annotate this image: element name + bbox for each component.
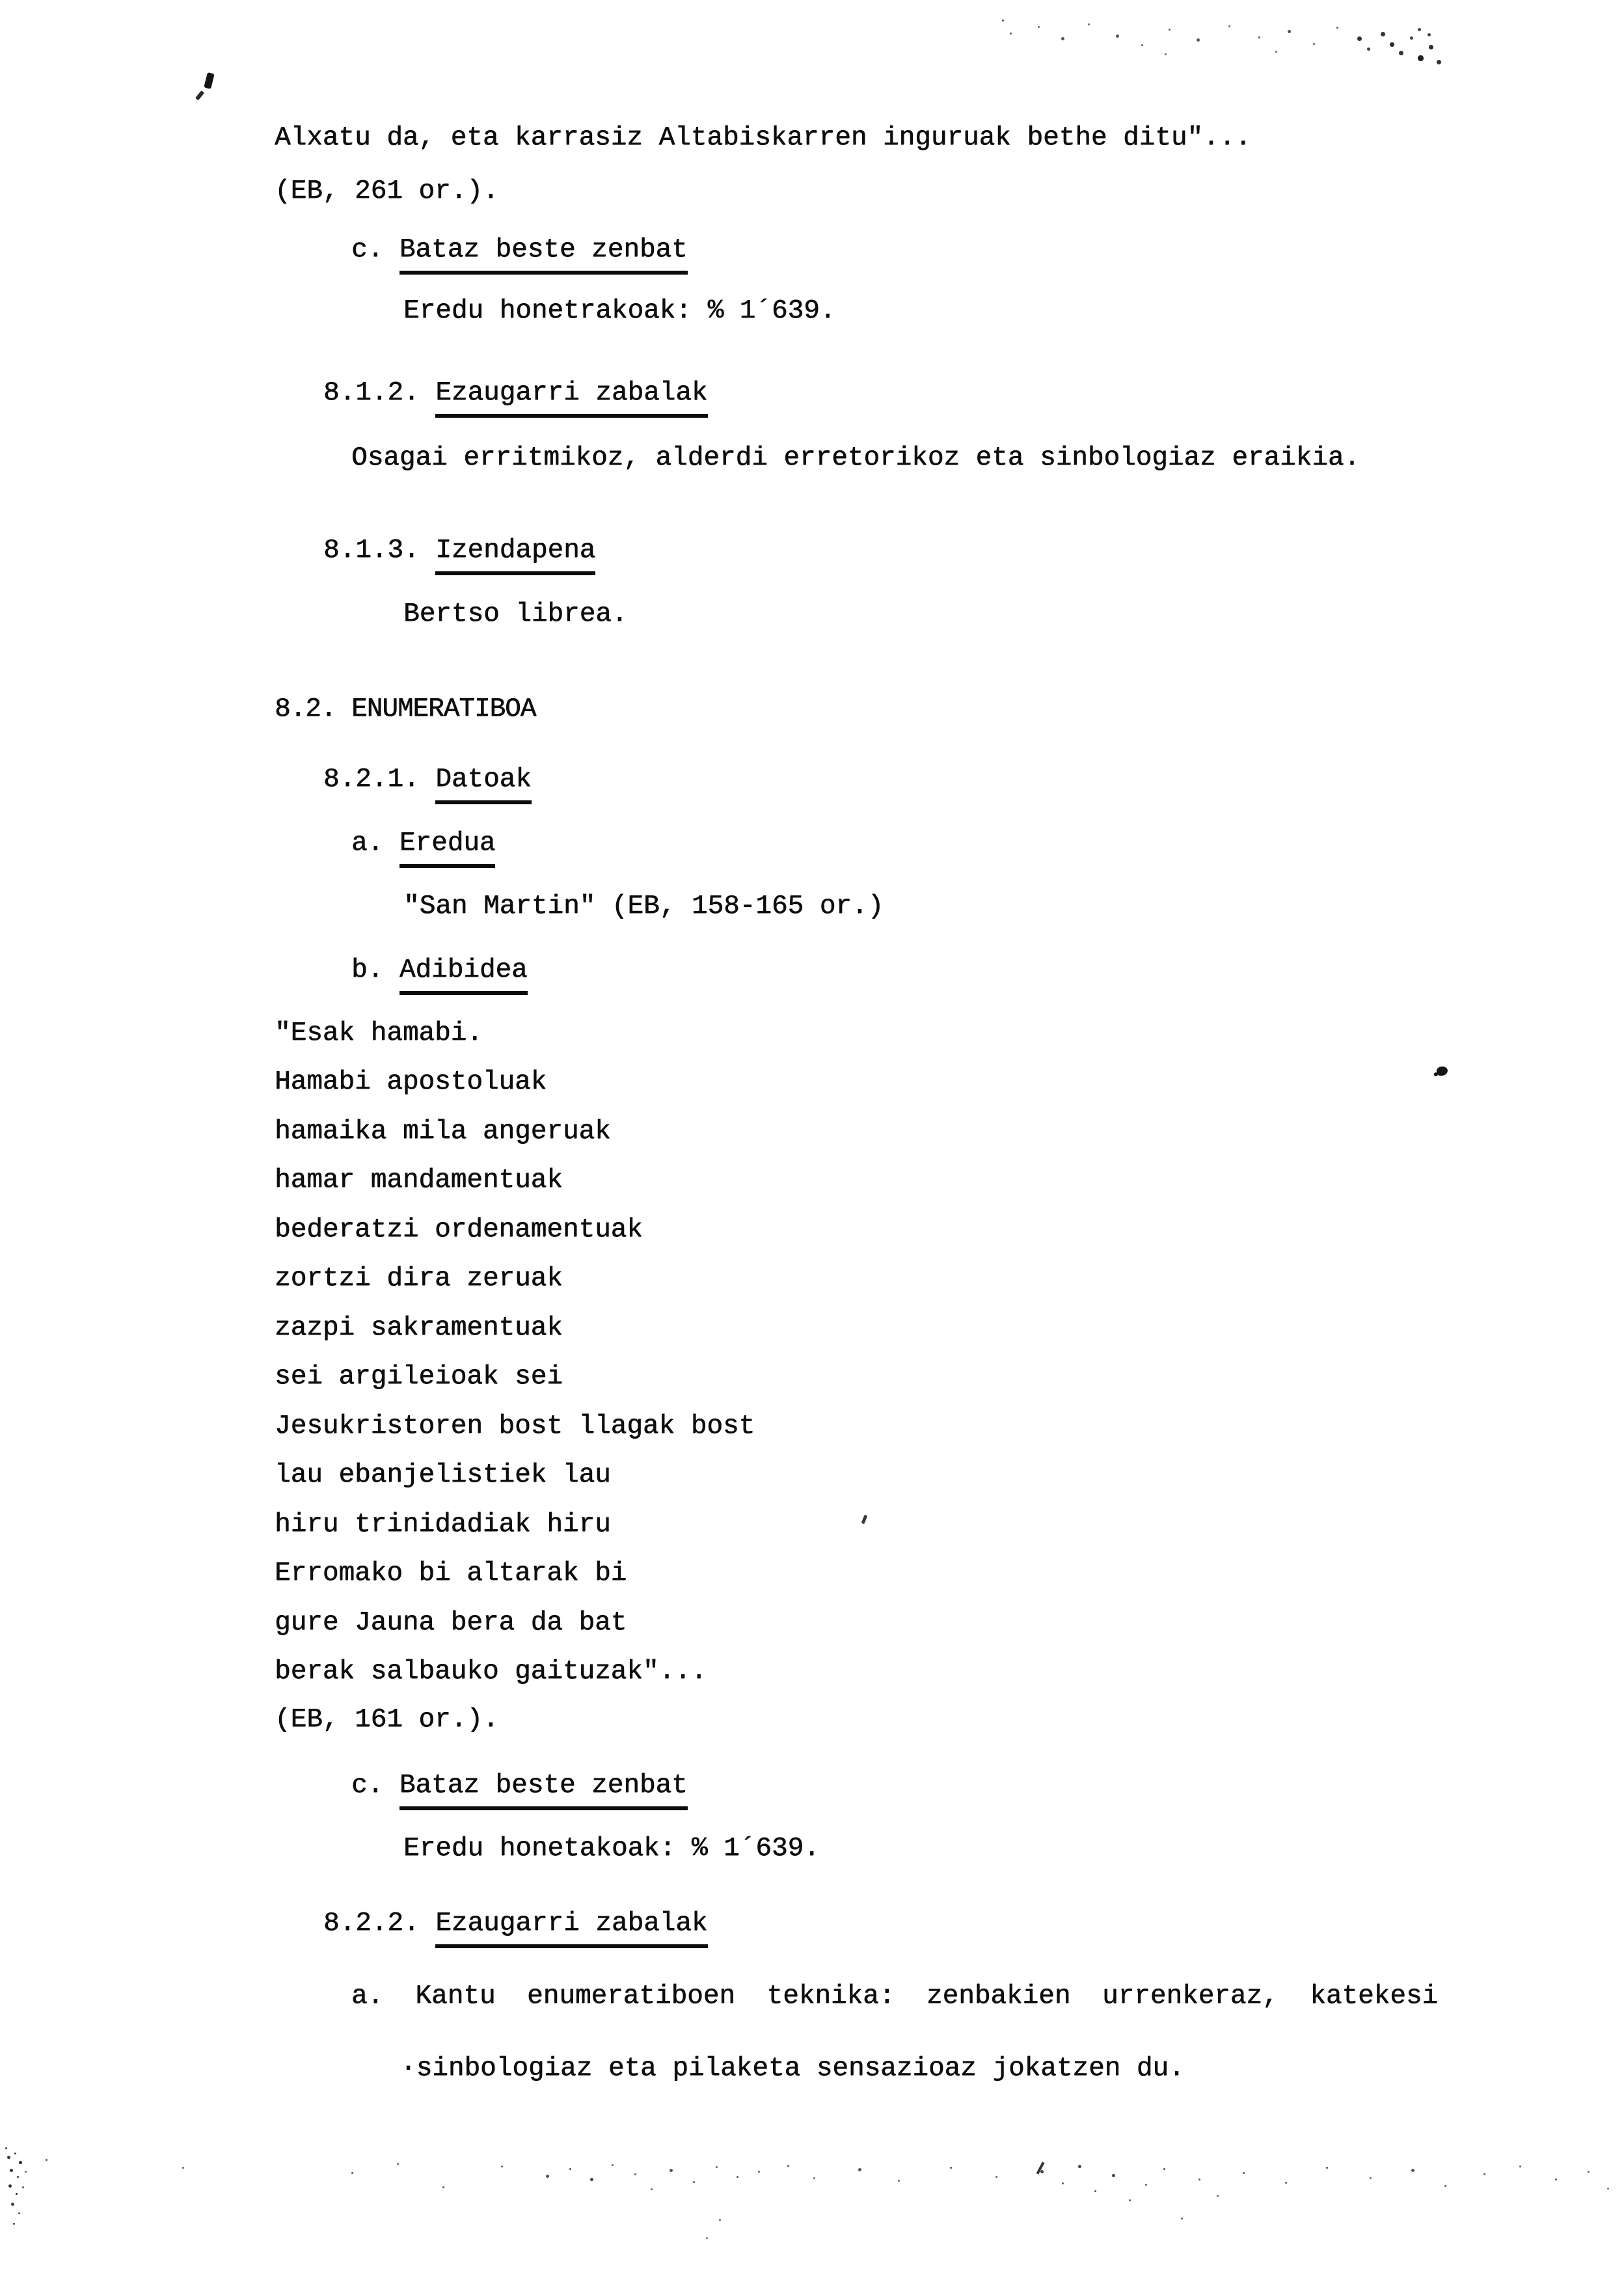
poem-line: hiru trinidadiak hiru xyxy=(275,1510,611,1540)
list-item-a-label: Eredua xyxy=(399,828,496,868)
poem-line: gure Jauna bera da bat xyxy=(275,1608,627,1638)
list-item-a2-line2: ·sinbologiaz eta pilaketa sensazioaz jokatzen du. xyxy=(400,2054,1185,2084)
poem-line: Jesukristoren bost llagak bost xyxy=(275,1411,755,1441)
heading-8-1-2-number: 8.1.2. xyxy=(323,378,436,408)
list-item-b xyxy=(351,955,528,986)
heading-8-2-1-number: 8.2.1. xyxy=(323,765,436,795)
heading-8-1-3-title: Izendapena xyxy=(435,536,595,575)
ink-tick xyxy=(861,1515,868,1525)
list-item-c1-body: Eredu honetrakoak: % 1´639. xyxy=(403,296,836,326)
heading-8-2-2-title: Ezaugarri zabalak xyxy=(435,1908,707,1948)
scan-noise-left-edge xyxy=(5,2147,7,2149)
poem-line: sei argileioak sei xyxy=(275,1362,563,1392)
heading-8-2: 8.2. ENUMERATIBOA xyxy=(275,694,536,724)
poem-line: lau ebanjelistiek lau xyxy=(275,1460,611,1490)
body-8-1-2: Osagai erritmikoz, alderdi erretorikoz eta sinbologiaz eraikia. xyxy=(351,443,1360,473)
heading-8-2-1-title: Datoak xyxy=(435,765,532,804)
poem-line: hamar mandamentuak xyxy=(275,1165,563,1195)
heading-8-2-2 xyxy=(323,1908,708,1940)
list-item-a2-prefix: a. xyxy=(351,1981,416,2011)
heading-8-2-1 xyxy=(323,764,532,796)
heading-8-1-2-title: Ezaugarri zabalak xyxy=(435,378,707,418)
list-item-c1 xyxy=(351,234,688,266)
poem-line: berak salbauko gaituzak"... xyxy=(275,1657,707,1687)
poem-line: bederatzi ordenamentuak xyxy=(275,1215,643,1245)
opening-quote-line: Alxatu da, eta karrasiz Altabiskarren inguruak bethe ditu"... xyxy=(275,123,1251,153)
list-item-c2-prefix: c. xyxy=(351,1771,399,1800)
poem-line: zortzi dira zeruak xyxy=(275,1264,563,1294)
list-item-a2-text: Kantu enumeratiboen teknika: zenbakien urrenkeraz, katekesi xyxy=(415,1981,1439,2011)
scan-noise-top xyxy=(1002,20,1004,21)
poem-line: zazpi sakramentuak xyxy=(275,1313,563,1343)
list-item-b-label: Adibidea xyxy=(399,955,528,995)
list-item-c1-label: Bataz beste zenbat xyxy=(399,235,688,275)
scan-noise-bottom xyxy=(46,2159,47,2161)
opening-quote-citation: (EB, 261 or.). xyxy=(275,176,499,206)
poem-line: "Esak hamabi. xyxy=(275,1018,483,1048)
ink-slash xyxy=(1036,2162,1045,2175)
poem-citation: (EB, 161 or.). xyxy=(275,1705,499,1735)
poem-line: Erromako bi altarak bi xyxy=(275,1558,627,1588)
heading-8-1-2 xyxy=(323,377,708,409)
list-item-a2-line1 xyxy=(351,1981,1438,2013)
poem-line: hamaika mila angeruak xyxy=(275,1117,611,1147)
ink-mark xyxy=(204,72,214,89)
list-item-c2-label: Bataz beste zenbat xyxy=(399,1771,688,1810)
ink-blob xyxy=(1436,1065,1449,1076)
body-8-1-3: Bertso librea. xyxy=(403,599,628,629)
list-item-c1-prefix: c. xyxy=(351,235,399,265)
list-item-a-body: "San Martin" (EB, 158-165 or.) xyxy=(403,891,884,921)
list-item-b-prefix: b. xyxy=(351,955,399,985)
list-item-c2 xyxy=(351,1770,688,1802)
heading-8-1-3-number: 8.1.3. xyxy=(323,536,436,565)
heading-8-2-2-number: 8.2.2. xyxy=(323,1908,436,1938)
list-item-a xyxy=(351,828,495,860)
poem-line: Hamabi apostoluak xyxy=(275,1067,547,1097)
list-item-c2-body: Eredu honetakoak: % 1´639. xyxy=(403,1834,820,1864)
heading-8-1-3 xyxy=(323,535,595,567)
list-item-a-prefix: a. xyxy=(351,828,399,858)
